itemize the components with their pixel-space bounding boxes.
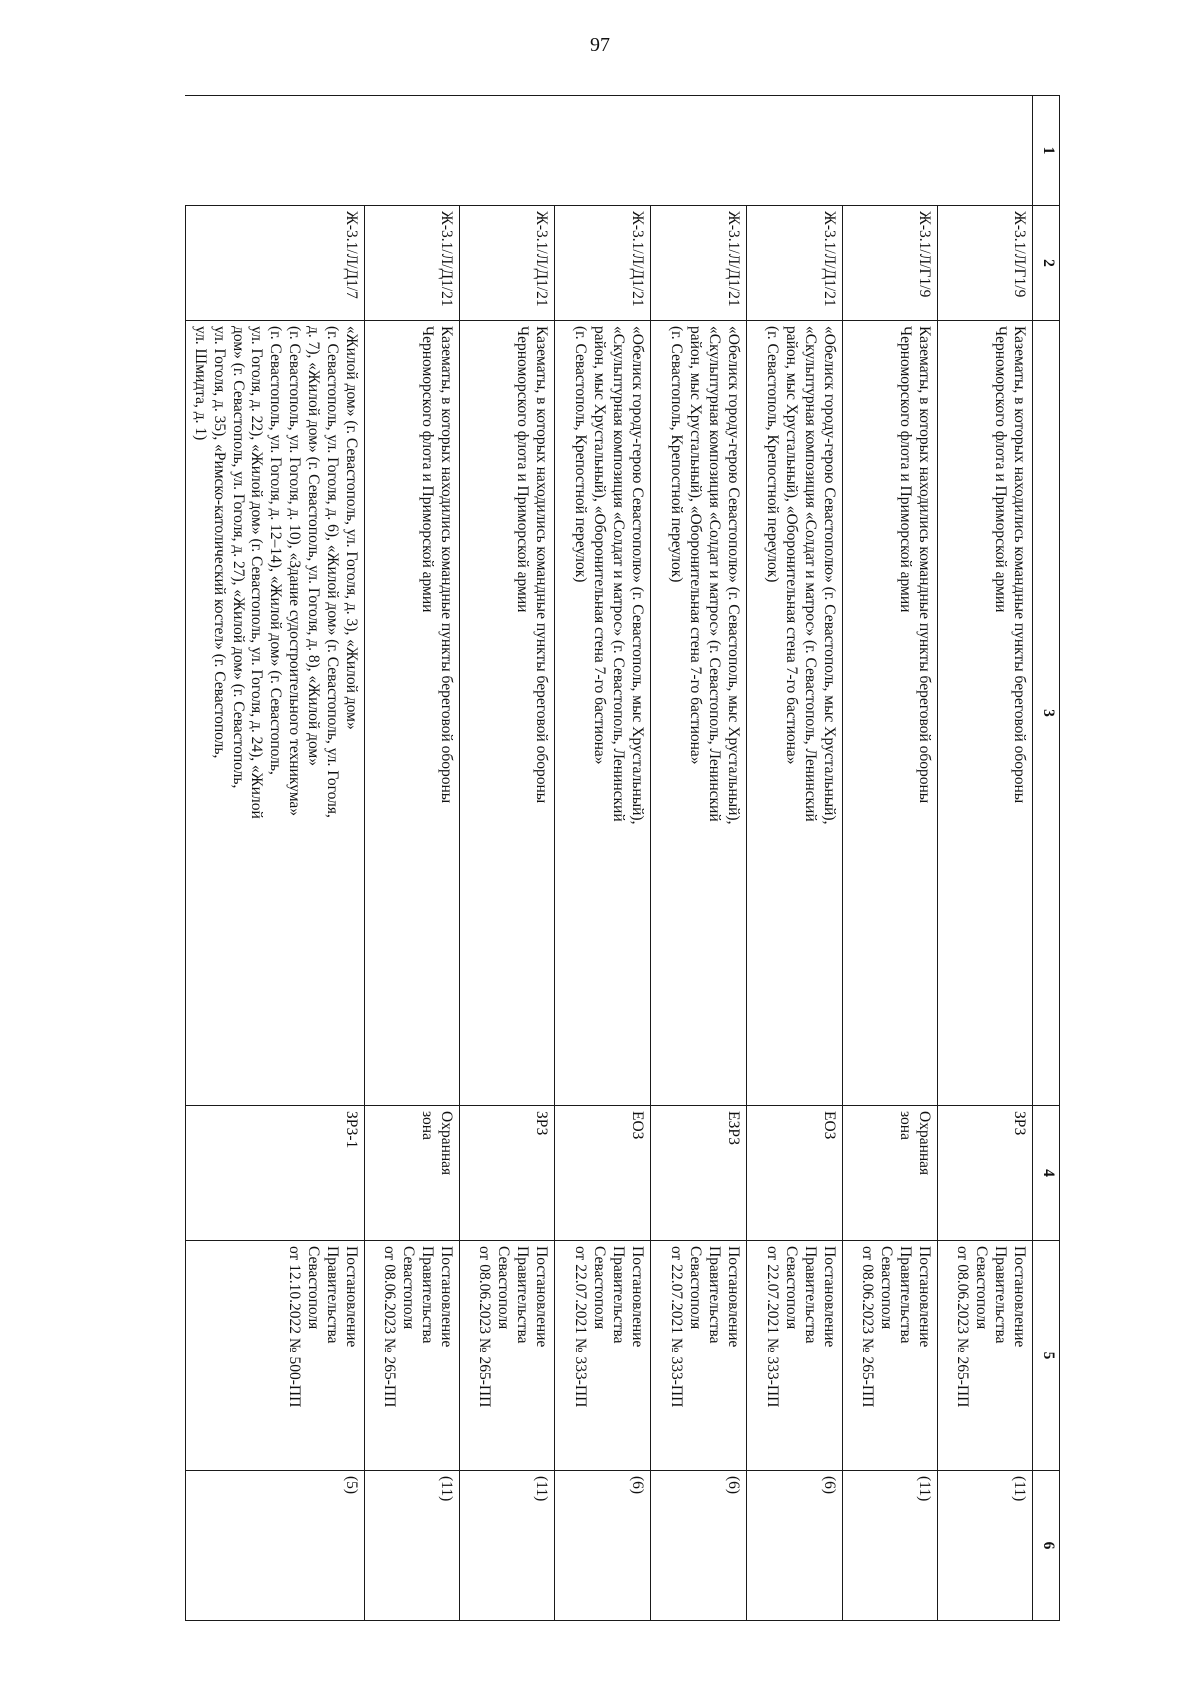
cell-object-line: Черноморского флота и Приморской армии bbox=[514, 326, 532, 613]
cell-note: (6) bbox=[651, 1471, 747, 1621]
cell-zone-type bbox=[938, 1106, 1033, 1241]
cell-number bbox=[555, 96, 651, 206]
cell-zone-code: Ж-3.1/Л/Д1/7 bbox=[185, 206, 364, 321]
cell-object-line: район, мыс Хрустальный), «Оборонительная стена 7-го бастиона» bbox=[783, 326, 801, 765]
cell-legal-act-line: Постановление bbox=[343, 1246, 360, 1348]
cell-zone-code: Ж-3.1/Л/Д1/21 bbox=[651, 206, 747, 321]
cell-object bbox=[938, 321, 1033, 1106]
cell-legal-act bbox=[651, 1241, 747, 1471]
table-row bbox=[185, 96, 364, 1621]
cell-object bbox=[747, 321, 843, 1106]
cell-legal-act bbox=[938, 1241, 1033, 1471]
cell-zone-code: Ж-3.1/Л/Д1/21 bbox=[555, 206, 651, 321]
cell-zone-type-line: зона bbox=[419, 1111, 437, 1140]
cell-object bbox=[555, 321, 651, 1106]
cell-zone-type-line: ЗРЗ-1 bbox=[343, 1111, 360, 1149]
cell-zone-type-line: Охранная bbox=[438, 1111, 455, 1176]
cell-object-line: «Обелиск городу-герою Севастополю» (г. Севастополь, мыс Хрустальный), bbox=[629, 326, 646, 825]
cell-zone-code: Ж-3.1/Л/Д1/21 bbox=[460, 206, 555, 321]
cell-object-line: район, мыс Хрустальный), «Оборонительная стена 7-го бастиона» bbox=[687, 326, 705, 765]
cell-zone-type-line: ЗРЗ bbox=[533, 1111, 550, 1136]
cell-object bbox=[843, 321, 938, 1106]
cell-legal-act bbox=[460, 1241, 555, 1471]
cell-legal-act bbox=[365, 1241, 460, 1471]
cell-zone-type-line: ЕОЗ bbox=[629, 1111, 646, 1140]
cell-object-line: Черноморского флота и Приморской армии bbox=[897, 326, 915, 613]
cell-note: (11) bbox=[460, 1471, 555, 1621]
cell-object bbox=[185, 321, 364, 1106]
column-header-4: 4 bbox=[1033, 1106, 1060, 1241]
cell-note: (6) bbox=[555, 1471, 651, 1621]
table-header-row bbox=[1033, 96, 1060, 1621]
cell-legal-act-line: Севастополя bbox=[305, 1246, 323, 1330]
cell-object-line: (г. Севастополь, ул. Гоголя, д. 10), «Здание судостроительного техникума» bbox=[286, 326, 304, 817]
cell-zone-type bbox=[555, 1106, 651, 1241]
cell-legal-act-line: от 22.07.2021 № 333-ПП bbox=[572, 1246, 590, 1408]
table-row bbox=[938, 96, 1033, 1621]
cell-number bbox=[938, 96, 1033, 206]
cell-zone-code: Ж-3.1/Л/Д1/21 bbox=[365, 206, 460, 321]
cell-object-line: ул. Гоголя, д. 35), «Римско-католический костел» (г. Севастополь, bbox=[210, 326, 228, 759]
cell-object-line: (г. Севастополь, Крепостной переулок) bbox=[764, 326, 782, 583]
cell-legal-act-line: Постановление bbox=[533, 1246, 550, 1348]
cell-object-line: (г. Севастополь, ул. Гоголя, д. 6), «Жилой дом» (г. Севастополь, ул. Гоголя, bbox=[324, 326, 342, 818]
cell-object-line: д. 7), «Жилой дом» (г. Севастополь, ул. Гоголя, д. 8), «Жилой дом» bbox=[305, 326, 323, 766]
cell-zone-type bbox=[651, 1106, 747, 1241]
cell-object-line: Черноморского флота и Приморской армии bbox=[419, 326, 437, 613]
cell-object-line: «Обелиск городу-герою Севастополю» (г. Севастополь, мыс Хрустальный), bbox=[725, 326, 742, 825]
cell-note: (6) bbox=[747, 1471, 843, 1621]
page-number: 97 bbox=[590, 34, 610, 56]
cell-note: (11) bbox=[365, 1471, 460, 1621]
cell-object-line: «Обелиск городу-герою Севастополю» (г. Севастополь, мыс Хрустальный), bbox=[821, 326, 838, 825]
cell-note: (11) bbox=[843, 1471, 938, 1621]
cell-legal-act-line: Севастополя bbox=[495, 1246, 513, 1330]
cell-zone-type bbox=[460, 1106, 555, 1241]
cell-legal-act-line: от 08.06.2023 № 265-ПП bbox=[954, 1246, 972, 1408]
cell-legal-act-line: Постановление bbox=[438, 1246, 455, 1348]
cell-note: (5) bbox=[185, 1471, 364, 1621]
cell-zone-type-line: Охранная bbox=[916, 1111, 933, 1176]
cell-note: (11) bbox=[938, 1471, 1033, 1621]
cell-legal-act-line: Правительства bbox=[419, 1246, 437, 1344]
cell-object bbox=[460, 321, 555, 1106]
table-row bbox=[843, 96, 938, 1621]
cell-legal-act bbox=[843, 1241, 938, 1471]
cell-object bbox=[365, 321, 460, 1106]
cell-zone-code: Ж-3.1/Л/Д1/21 bbox=[747, 206, 843, 321]
cell-legal-act-line: Правительства bbox=[610, 1246, 628, 1344]
cell-zone-type bbox=[365, 1106, 460, 1241]
register-table bbox=[185, 95, 1060, 1621]
cell-number bbox=[747, 96, 843, 206]
cell-legal-act-line: Постановление bbox=[916, 1246, 933, 1348]
cell-object-line: Казематы, в которых находились командные пункты береговой обороны bbox=[533, 326, 550, 804]
cell-legal-act-line: Постановление bbox=[629, 1246, 646, 1348]
cell-object-line: «Скульптурная композиция «Солдат и матрос» (г. Севастополь, Ленинский bbox=[802, 326, 820, 822]
cell-legal-act-line: от 08.06.2023 № 265-ПП bbox=[859, 1246, 877, 1408]
cell-legal-act-line: Севастополя bbox=[400, 1246, 418, 1330]
cell-legal-act-line: Постановление bbox=[1011, 1246, 1028, 1348]
cell-object-line: район, мыс Хрустальный), «Оборонительная стена 7-го бастиона» bbox=[591, 326, 609, 765]
cell-legal-act bbox=[555, 1241, 651, 1471]
cell-zone-code: Ж-3.1/Л/Г1/9 bbox=[938, 206, 1033, 321]
cell-zone-type-line: ЗРЗ bbox=[1011, 1111, 1028, 1136]
table-row bbox=[460, 96, 555, 1621]
cell-legal-act-line: Правительства bbox=[706, 1246, 724, 1344]
column-header-1: 1 bbox=[1033, 96, 1060, 206]
cell-zone-code: Ж-3.1/Л/Г1/9 bbox=[843, 206, 938, 321]
cell-zone-type bbox=[843, 1106, 938, 1241]
cell-legal-act-line: от 22.07.2021 № 333-ПП bbox=[668, 1246, 686, 1408]
cell-object-line: «Скульптурная композиция «Солдат и матрос» (г. Севастополь, Ленинский bbox=[706, 326, 724, 822]
cell-zone-type-line: ЕОЗ bbox=[821, 1111, 838, 1140]
cell-legal-act-line: Постановление bbox=[821, 1246, 838, 1348]
cell-legal-act-line: от 12.10.2022 № 500-ПП bbox=[286, 1246, 304, 1408]
cell-legal-act bbox=[185, 1241, 364, 1471]
cell-legal-act-line: Правительства bbox=[802, 1246, 820, 1344]
cell-object-line: Казематы, в которых находились командные пункты береговой обороны bbox=[438, 326, 455, 804]
cell-object-line: ул. Шмидта, д. 1) bbox=[191, 326, 209, 441]
cell-object-line: Казематы, в которых находились командные пункты береговой обороны bbox=[1011, 326, 1028, 804]
rotated-table-container bbox=[191, 95, 1060, 1620]
cell-zone-type bbox=[185, 1106, 364, 1241]
cell-number bbox=[365, 96, 460, 206]
cell-legal-act-line: Севастополя bbox=[973, 1246, 991, 1330]
table-row bbox=[747, 96, 843, 1621]
cell-number bbox=[843, 96, 938, 206]
table-row bbox=[555, 96, 651, 1621]
column-header-5: 5 bbox=[1033, 1241, 1060, 1471]
table-row bbox=[651, 96, 747, 1621]
cell-legal-act-line: Правительства bbox=[324, 1246, 342, 1344]
cell-number bbox=[651, 96, 747, 206]
cell-object-line: Казематы, в которых находились командные пункты береговой обороны bbox=[916, 326, 933, 804]
cell-legal-act-line: Севастополя bbox=[591, 1246, 609, 1330]
cell-legal-act-line: от 08.06.2023 № 265-ПП bbox=[476, 1246, 494, 1408]
cell-legal-act-line: Севастополя bbox=[878, 1246, 896, 1330]
column-header-2: 2 bbox=[1033, 206, 1060, 321]
cell-zone-type-line: зона bbox=[897, 1111, 915, 1140]
cell-object-line: (г. Севастополь, ул. Гоголя, д. 12–14), «Жилой дом» (г. Севастополь, bbox=[267, 326, 285, 775]
cell-object-line: дом» (г. Севастополь, ул. Гоголя, д. 27), «Жилой дом» (г. Севастополь, bbox=[229, 326, 247, 789]
column-header-6: 6 bbox=[1033, 1471, 1060, 1621]
cell-legal-act-line: Правительства bbox=[514, 1246, 532, 1344]
cell-legal-act-line: от 22.07.2021 № 333-ПП bbox=[764, 1246, 782, 1408]
cell-object-line: ул. Гоголя, д. 22), «Жилой дом» (г. Севастополь, ул. Гоголя, д. 24), «Жилой bbox=[248, 326, 266, 819]
cell-object-line: «Жилой дом» (г. Севастополь, ул. Гоголя, д. 3), «Жилой дом» bbox=[343, 326, 360, 730]
cell-legal-act-line: Правительства bbox=[992, 1246, 1010, 1344]
table-body bbox=[185, 96, 1032, 1621]
cell-object-line: Черноморского флота и Приморской армии bbox=[992, 326, 1010, 613]
cell-object bbox=[651, 321, 747, 1106]
table-wrapper bbox=[191, 95, 1060, 1620]
table-row bbox=[365, 96, 460, 1621]
cell-number bbox=[185, 96, 364, 206]
cell-legal-act-line: от 08.06.2023 № 265-ПП bbox=[381, 1246, 399, 1408]
cell-object-line: (г. Севастополь, Крепостной переулок) bbox=[668, 326, 686, 583]
cell-legal-act-line: Севастополя bbox=[783, 1246, 801, 1330]
cell-legal-act-line: Постановление bbox=[725, 1246, 742, 1348]
cell-object-line: (г. Севастополь, Крепостной переулок) bbox=[572, 326, 590, 583]
cell-zone-type bbox=[747, 1106, 843, 1241]
cell-number bbox=[460, 96, 555, 206]
column-header-3: 3 bbox=[1033, 321, 1060, 1106]
cell-legal-act-line: Севастополя bbox=[687, 1246, 705, 1330]
cell-legal-act bbox=[747, 1241, 843, 1471]
cell-object-line: «Скульптурная композиция «Солдат и матрос» (г. Севастополь, Ленинский bbox=[610, 326, 628, 822]
cell-zone-type-line: ЕЗРЗ bbox=[725, 1111, 742, 1145]
cell-legal-act-line: Правительства bbox=[897, 1246, 915, 1344]
